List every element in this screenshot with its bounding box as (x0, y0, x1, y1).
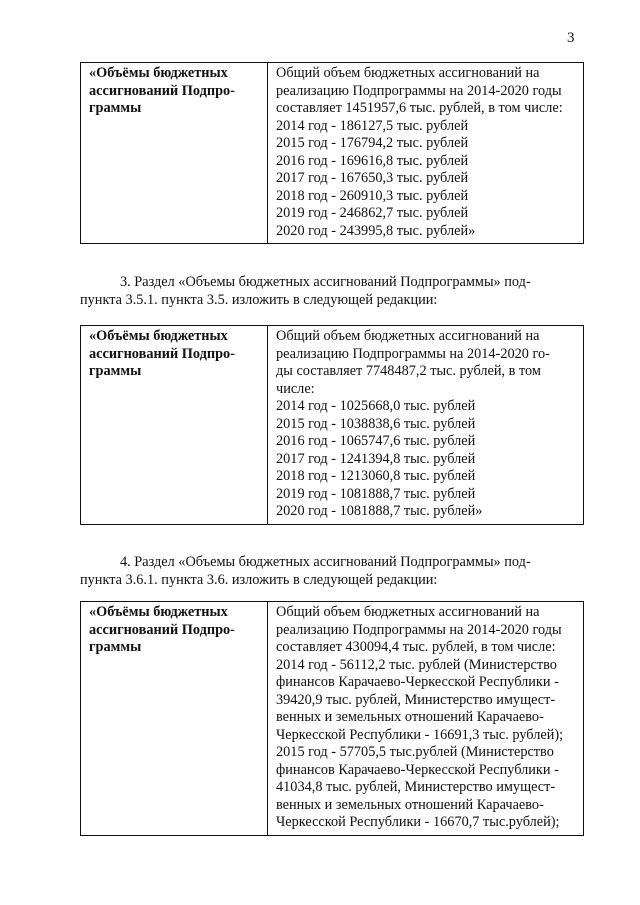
table-1-label-line: «Объёмы бюджетных (89, 65, 228, 81)
paragraph-3-line-2: пункта 3.5.1. пункта 3.5. изложить в следующей редакции: (80, 292, 438, 308)
table-3-line: Черкесской Республики - 16691,3 тыс. рублей); (276, 726, 564, 743)
table-2-line: числе: (276, 380, 315, 397)
table-2-line: реализацию Подпрограммы на 2014-2020 го- (276, 345, 550, 362)
table-2-label-line: «Объёмы бюджетных (89, 328, 228, 344)
table-3-line: составляет 430094,4 тыс. рублей, в том числе: (276, 639, 556, 655)
table-1-line: 2017 год - 167650,3 тыс. рублей (276, 170, 469, 186)
table-3-line: 2014 год - 56112,2 тыс. рублей (Министерство (276, 656, 557, 673)
table-3-line: финансов Карачаево-Черкесской Республики - (276, 761, 559, 778)
table-2-line: 2014 год - 1025668,0 тыс. рублей (276, 398, 476, 414)
budget-table-1 (80, 62, 584, 244)
table-2-line: Общий объем бюджетных ассигнований на (276, 328, 540, 344)
table-3-line: 41034,8 тыс. рублей, Министерство имущест- (276, 779, 556, 795)
budget-table-2 (80, 325, 584, 525)
table-3-line: реализацию Подпрограммы на 2014-2020 годы (276, 621, 562, 638)
table-2-content-cell (268, 326, 584, 525)
table-1-line: 2018 год - 260910,3 тыс. рублей (276, 187, 469, 204)
table-3-line: венных и земельных отношений Карачаево- (276, 796, 544, 813)
table-1-line: составляет 1451957,6 тыс. рублей, в том числе: (276, 100, 563, 116)
table-1-label-cell (81, 63, 268, 244)
table-1-label-line: ассигнований Подпро- (89, 82, 235, 99)
table-3-content-cell (268, 602, 584, 836)
table-1-line: 2015 год - 176794,2 тыс. рублей (276, 135, 469, 151)
table-1-label-line: граммы (89, 100, 142, 116)
paragraph-4 (80, 553, 586, 589)
table-3-line: Черкесской Республики - 16670,7 тыс.рублей); (276, 814, 560, 830)
table-3-label-line: граммы (89, 639, 142, 655)
table-1-line: Общий объем бюджетных ассигнований на (276, 65, 540, 81)
paragraph-4-line-1: 4. Раздел «Объемы бюджетных ассигнований Подпрограммы» под- (120, 554, 531, 570)
table-1-line: 2020 год - 243995,8 тыс. рублей» (276, 222, 476, 239)
table-2-line: 2015 год - 1038838,6 тыс. рублей (276, 415, 476, 432)
table-3-line: 39420,9 тыс. рублей, Министерство имущест- (276, 691, 556, 708)
table-2-line: 2017 год - 1241394,8 тыс. рублей (276, 450, 476, 467)
paragraph-3 (80, 273, 586, 309)
table-2-line: ды составляет 7748487,2 тыс. рублей, в том (276, 363, 541, 379)
table-1-line: 2019 год - 246862,7 тыс. рублей (276, 205, 469, 221)
table-2-line: 2019 год - 1081888,7 тыс. рублей (276, 485, 476, 502)
table-2-label-line: граммы (89, 363, 142, 379)
table-1-line: 2014 год - 186127,5 тыс. рублей (276, 117, 469, 134)
table-3-label-cell (81, 602, 268, 836)
page-number: 3 (567, 30, 575, 46)
table-2-label-cell (81, 326, 268, 525)
table-2-line: 2016 год - 1065747,6 тыс. рублей (276, 433, 476, 449)
table-3-line: финансов Карачаево-Черкесской Республики - (276, 674, 559, 690)
table-1-line: 2016 год - 169616,8 тыс. рублей (276, 152, 469, 169)
table-1-line: реализацию Подпрограммы на 2014-2020 годы (276, 82, 562, 99)
table-3-line: 2015 год - 57705,5 тыс.рублей (Министерство (276, 744, 554, 760)
table-1-content-cell (268, 63, 584, 244)
table-2-label-line: ассигнований Подпро- (89, 345, 235, 362)
table-3-line: венных и земельных отношений Карачаево- (276, 709, 544, 725)
budget-table-3 (80, 601, 584, 836)
paragraph-4-line-2: пункта 3.6.1. пункта 3.6. изложить в следующей редакции: (80, 572, 438, 588)
table-3-label-line: «Объёмы бюджетных (89, 604, 228, 620)
table-2-line: 2018 год - 1213060,8 тыс. рублей (276, 468, 476, 484)
paragraph-3-line-1: 3. Раздел «Объемы бюджетных ассигнований Подпрограммы» под- (120, 274, 531, 290)
table-2-line: 2020 год - 1081888,7 тыс. рублей» (276, 503, 483, 519)
table-3-line: Общий объем бюджетных ассигнований на (276, 604, 540, 620)
table-3-label-line: ассигнований Подпро- (89, 621, 235, 638)
